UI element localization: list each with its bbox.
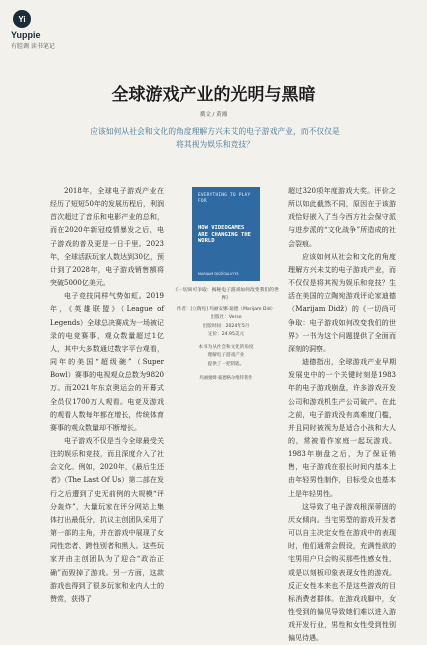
book-blurb-line: 提供了一把钥匙。 [207, 361, 245, 367]
paragraph: 电子竞技同样气势如虹。2019年，《英雄联盟》（League of Legends）全球总决赛成为一场被记录的电竞赛事，观众数量超过1亿人，其中大多数通过数字平台观看，同年的美国“超级碗”（Super Bowl）赛事的电视观众总数为9820万。而2021年东京奥运会的开幕式全员仅1700万人观看。电竞及游戏的观看人数每年都在增长，传统体育赛事的观众数量却不断增长。 [50, 292, 164, 432]
article-byline: 撰文 / 黄湘 [199, 112, 228, 118]
brand-logo [13, 10, 31, 28]
brand-name: Yuppie [11, 30, 41, 40]
book-cover-author: MARIJAM DIDŽGALVYTĖ [198, 272, 239, 276]
book-cover-main-text: HOW VIDEOGAMES ARE CHANGING THE WORLD [198, 225, 251, 245]
paragraph: 超过320项年度游戏大奖。评价之所以如此截然不同，原因在于该游戏恰好嵌入了当今西方社会保守派与进步派的“文化战争”所造成的社会裂痕。 [288, 187, 396, 248]
article-lede: 应该如何从社会和文化的角度理解方兴未艾的电子游戏产业，而不仅仅是将其视为娱乐和竞技？ [90, 127, 340, 149]
book-date: 出版时间：2024年5月 [202, 323, 250, 329]
paragraph: 2018年，全球电子游戏产业在经历了短短50年的发展历程后，利润首次超过了音乐和电影产业的总和，而在2020年新冠疫情暴发之后，电子游戏的普及更是一日千里。2023年，全球活跃玩家人数达到30亿，预计到了2028年，电子游戏销售额将突破5000亿美元。 [50, 187, 164, 288]
book-info-box [171, 185, 281, 381]
paragraph: 这导致了电子游戏根深蒂固的厌女倾向。当宅男型的游戏开发者可以自主决定女性在游戏中的表现时，他们通常会假设，充满性欲的宅男用户只会购买那些性感女性，或是以刻板印象表现女性的游戏。反正女性本来也不是这些游戏的目标消费者群体。在游戏戏脚中，女性受到的偏见导致她们难以进入游戏开发行业，男性和女性受到性别偏见待遇。 [288, 502, 396, 643]
book-blurb-line: 本书为从社会和文化的角度 [198, 345, 254, 351]
paragraph: 迪德指出，全球游戏产业早期发展史中的一个关键时刻是1983年的电子游戏崩盘，许多游戏开发公司和游戏机生产公司破产。在此之前，电子游戏没有高难度门槛，并且同时被视为是适合小孩和大人的，常被看作家庭一起玩游戏。1983年崩盘之后，为了保证销售，电子游戏在很长时间内基本上由年轻男性制作，目标受众也基本上是年轻男性。 [288, 358, 396, 498]
brand-subtitle: 有腔调 读书笔记 [11, 43, 55, 50]
logo-text: Yi [18, 14, 26, 24]
paragraph: 应该如何从社会和文化的角度理解方兴未艾的电子游戏产业，而不仅仅是将其视为娱乐和竞技？生活在美国的立陶宛游戏评论家迪德（Marijam Didž）的《一切尚可争取：电子游戏如何改变我们的世界》一书为这个问题提供了全面而深刻的洞察。 [288, 252, 396, 353]
book-price: 定价：24.95美元 [207, 331, 245, 337]
book-blurb [171, 344, 281, 369]
book-author: 作者：[立陶宛] 玛丽安娜·迪德（Marijam Did） [176, 307, 276, 312]
paragraph: 电子游戏不仅是当今全球最受关注的娱乐和竞技，而且深度介入了社会文化。例如，2020年，《最后生还者》（The Last Of Us）第二部在发行之后遭到了史无前例的大规模“评分轰炸”，大量玩家在评分网站上集体打出最低分，抗议主创团队采用了第一部的主角，并在游戏中展现了女同性恋者、跨性别者和黑人。这些玩家并由主创团队为了迎合“政治正确”而毁掉了游戏。另一方面，这款游戏也得到了很多玩家和业内人士的赞赏，获得了 [50, 436, 164, 603]
book-meta [171, 306, 281, 339]
book-blurb-line: 理解电子游戏产业 [207, 353, 245, 359]
left-column [50, 185, 164, 606]
book-cover [192, 187, 260, 281]
right-column [288, 185, 396, 645]
book-publisher: 出版社：Verso [210, 315, 242, 321]
book-caption: 《一切尚可争取：揭秘电子游戏如何改变我们的世界》 [173, 288, 279, 301]
article-title: 全球游戏产业的光明与黑暗 [111, 85, 316, 105]
book-cover-top-text: EVERYTHING TO PLAY FOR [198, 193, 251, 204]
book-footer: 玛丽娅姆·迪德格尔维特著作 [199, 376, 253, 382]
